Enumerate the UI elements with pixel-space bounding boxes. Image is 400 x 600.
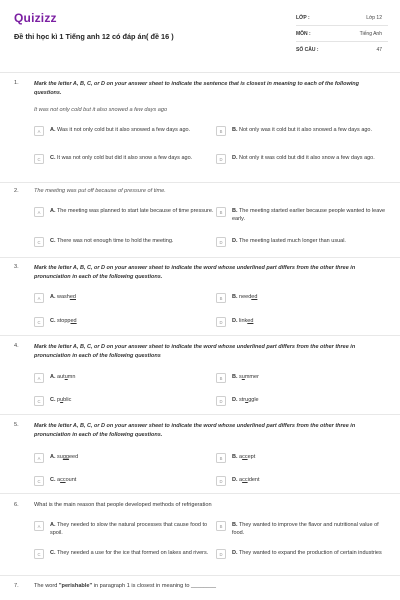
- question-number: 1.: [14, 80, 19, 86]
- option-letter-box[interactable]: A: [34, 126, 44, 136]
- question-stem: The word "perishable" in paragraph 1 is closest in meaning to ________: [34, 583, 216, 589]
- meta-row-subject: [296, 26, 388, 42]
- quizizz-logo: Quizizz: [14, 11, 57, 25]
- meta-label: LỚP :: [296, 14, 310, 21]
- meta-label: MÔN :: [296, 30, 311, 37]
- question-instruction: Mark the letter A, B, C, or D on your answer sheet to indicate the word whose underlined part differs from the other three in pronunciation in each of the following questions.: [34, 423, 356, 438]
- option-letter-box[interactable]: D: [216, 549, 226, 559]
- question-stem: What is the main reason that people developed methods of refrigeration: [34, 502, 212, 508]
- option-c[interactable]: C C. stopped: [34, 317, 77, 327]
- question-divider: [0, 414, 400, 415]
- option-d[interactable]: D D. The meeting lasted much longer than usual.: [216, 237, 386, 247]
- question-number: 6.: [14, 502, 19, 508]
- meta-value: 47: [376, 46, 382, 53]
- question-divider: [0, 575, 400, 576]
- option-c[interactable]: C C. public: [34, 396, 71, 406]
- option-a[interactable]: A A. The meeting was planned to start late because of time pressure.: [34, 207, 214, 217]
- header: [0, 0, 400, 62]
- question-number: 4.: [14, 343, 19, 349]
- option-letter-box[interactable]: B: [216, 521, 226, 531]
- option-letter-box[interactable]: B: [216, 373, 226, 383]
- option-letter-box[interactable]: C: [34, 237, 44, 247]
- option-a[interactable]: A A. washed: [34, 293, 76, 303]
- meta-value: Lớp 12: [366, 14, 382, 21]
- option-b[interactable]: B B. They wanted to improve the flavor and nutritional value of food.: [216, 521, 388, 537]
- option-b[interactable]: B B. Not only was it cold but it also snowed a few days ago.: [216, 126, 386, 136]
- option-letter-box[interactable]: D: [216, 396, 226, 406]
- question-stem: The meeting was put off because of pressure of time.: [34, 188, 166, 194]
- question-number: 3.: [14, 264, 19, 270]
- option-letter-box[interactable]: A: [34, 453, 44, 463]
- question-divider: [0, 257, 400, 258]
- option-c[interactable]: C C. account: [34, 476, 76, 486]
- question-number: 5.: [14, 422, 19, 428]
- option-letter-box[interactable]: A: [34, 207, 44, 217]
- option-c[interactable]: C C. It was not only cold but did it also snow a few days ago.: [34, 154, 214, 164]
- question-divider: [0, 493, 400, 494]
- option-letter-box[interactable]: B: [216, 293, 226, 303]
- question-instruction: Mark the letter A, B, C, or D on your answer sheet to indicate the sentence that is closest in meaning to each of the following questions.: [34, 81, 359, 96]
- document-title: Đề thi học kì 1 Tiếng anh 12 có đáp án( đề 16 ): [14, 32, 174, 41]
- option-letter-box[interactable]: D: [216, 237, 226, 247]
- option-b[interactable]: B B. The meeting started earlier because people wanted to leave early.: [216, 207, 386, 223]
- option-letter-box[interactable]: C: [34, 549, 44, 559]
- option-letter-box[interactable]: B: [216, 126, 226, 136]
- option-b[interactable]: B B. accept: [216, 453, 255, 463]
- option-a[interactable]: A A. Was it not only cold but it also snowed a few days ago.: [34, 126, 214, 136]
- meta-table: [296, 10, 388, 57]
- option-letter-box[interactable]: C: [34, 154, 44, 164]
- option-a[interactable]: A A. autumn: [34, 373, 75, 383]
- option-a[interactable]: A A. They needed to slow the natural processes that cause food to spoil.: [34, 521, 214, 537]
- meta-row-count: [296, 42, 388, 57]
- option-d[interactable]: D D. linked: [216, 317, 253, 327]
- option-d[interactable]: D D. They wanted to expand the production of certain industries: [216, 549, 392, 559]
- question-instruction: Mark the letter A, B, C, or D on your answer sheet to indicate the word whose underlined part differs from the other three in pronunciation in each of the following questions.: [34, 265, 356, 280]
- header-divider: [0, 72, 400, 73]
- option-letter-box[interactable]: C: [34, 396, 44, 406]
- option-c[interactable]: C C. They needed a use for the ice that formed on lakes and rivers.: [34, 549, 214, 559]
- question-divider: [0, 182, 400, 183]
- option-d[interactable]: D D. struggle: [216, 396, 259, 406]
- question-stem: It was not only cold but it also snowed a few days ago: [34, 107, 168, 113]
- option-letter-box[interactable]: B: [216, 207, 226, 217]
- question-instruction: Mark the letter A, B, C, or D on your answer sheet to indicate the word whose underlined part differs from the other three in pronunciation in each of the following questions: [34, 344, 356, 359]
- option-letter-box[interactable]: D: [216, 154, 226, 164]
- option-letter-box[interactable]: A: [34, 521, 44, 531]
- option-letter-box[interactable]: C: [34, 476, 44, 486]
- option-d[interactable]: D D. accident: [216, 476, 260, 486]
- option-a[interactable]: A A. suggeed: [34, 453, 78, 463]
- option-letter-box[interactable]: A: [34, 373, 44, 383]
- option-c[interactable]: C C. There was not enough time to hold the meeting.: [34, 237, 214, 247]
- meta-label: SỐ CÂU :: [296, 46, 319, 53]
- option-letter-box[interactable]: A: [34, 293, 44, 303]
- option-letter-box[interactable]: B: [216, 453, 226, 463]
- option-d[interactable]: D D. Not only it was cold but did it also snow a few days ago.: [216, 154, 386, 164]
- option-letter-box[interactable]: C: [34, 317, 44, 327]
- option-b[interactable]: B B. needed: [216, 293, 257, 303]
- meta-row-class: [296, 10, 388, 26]
- option-b[interactable]: B B. summer: [216, 373, 259, 383]
- question-divider: [0, 335, 400, 336]
- question-number: 7.: [14, 583, 19, 589]
- meta-value: Tiếng Anh: [359, 30, 382, 37]
- option-letter-box[interactable]: D: [216, 317, 226, 327]
- option-letter-box[interactable]: D: [216, 476, 226, 486]
- question-number: 2.: [14, 188, 19, 194]
